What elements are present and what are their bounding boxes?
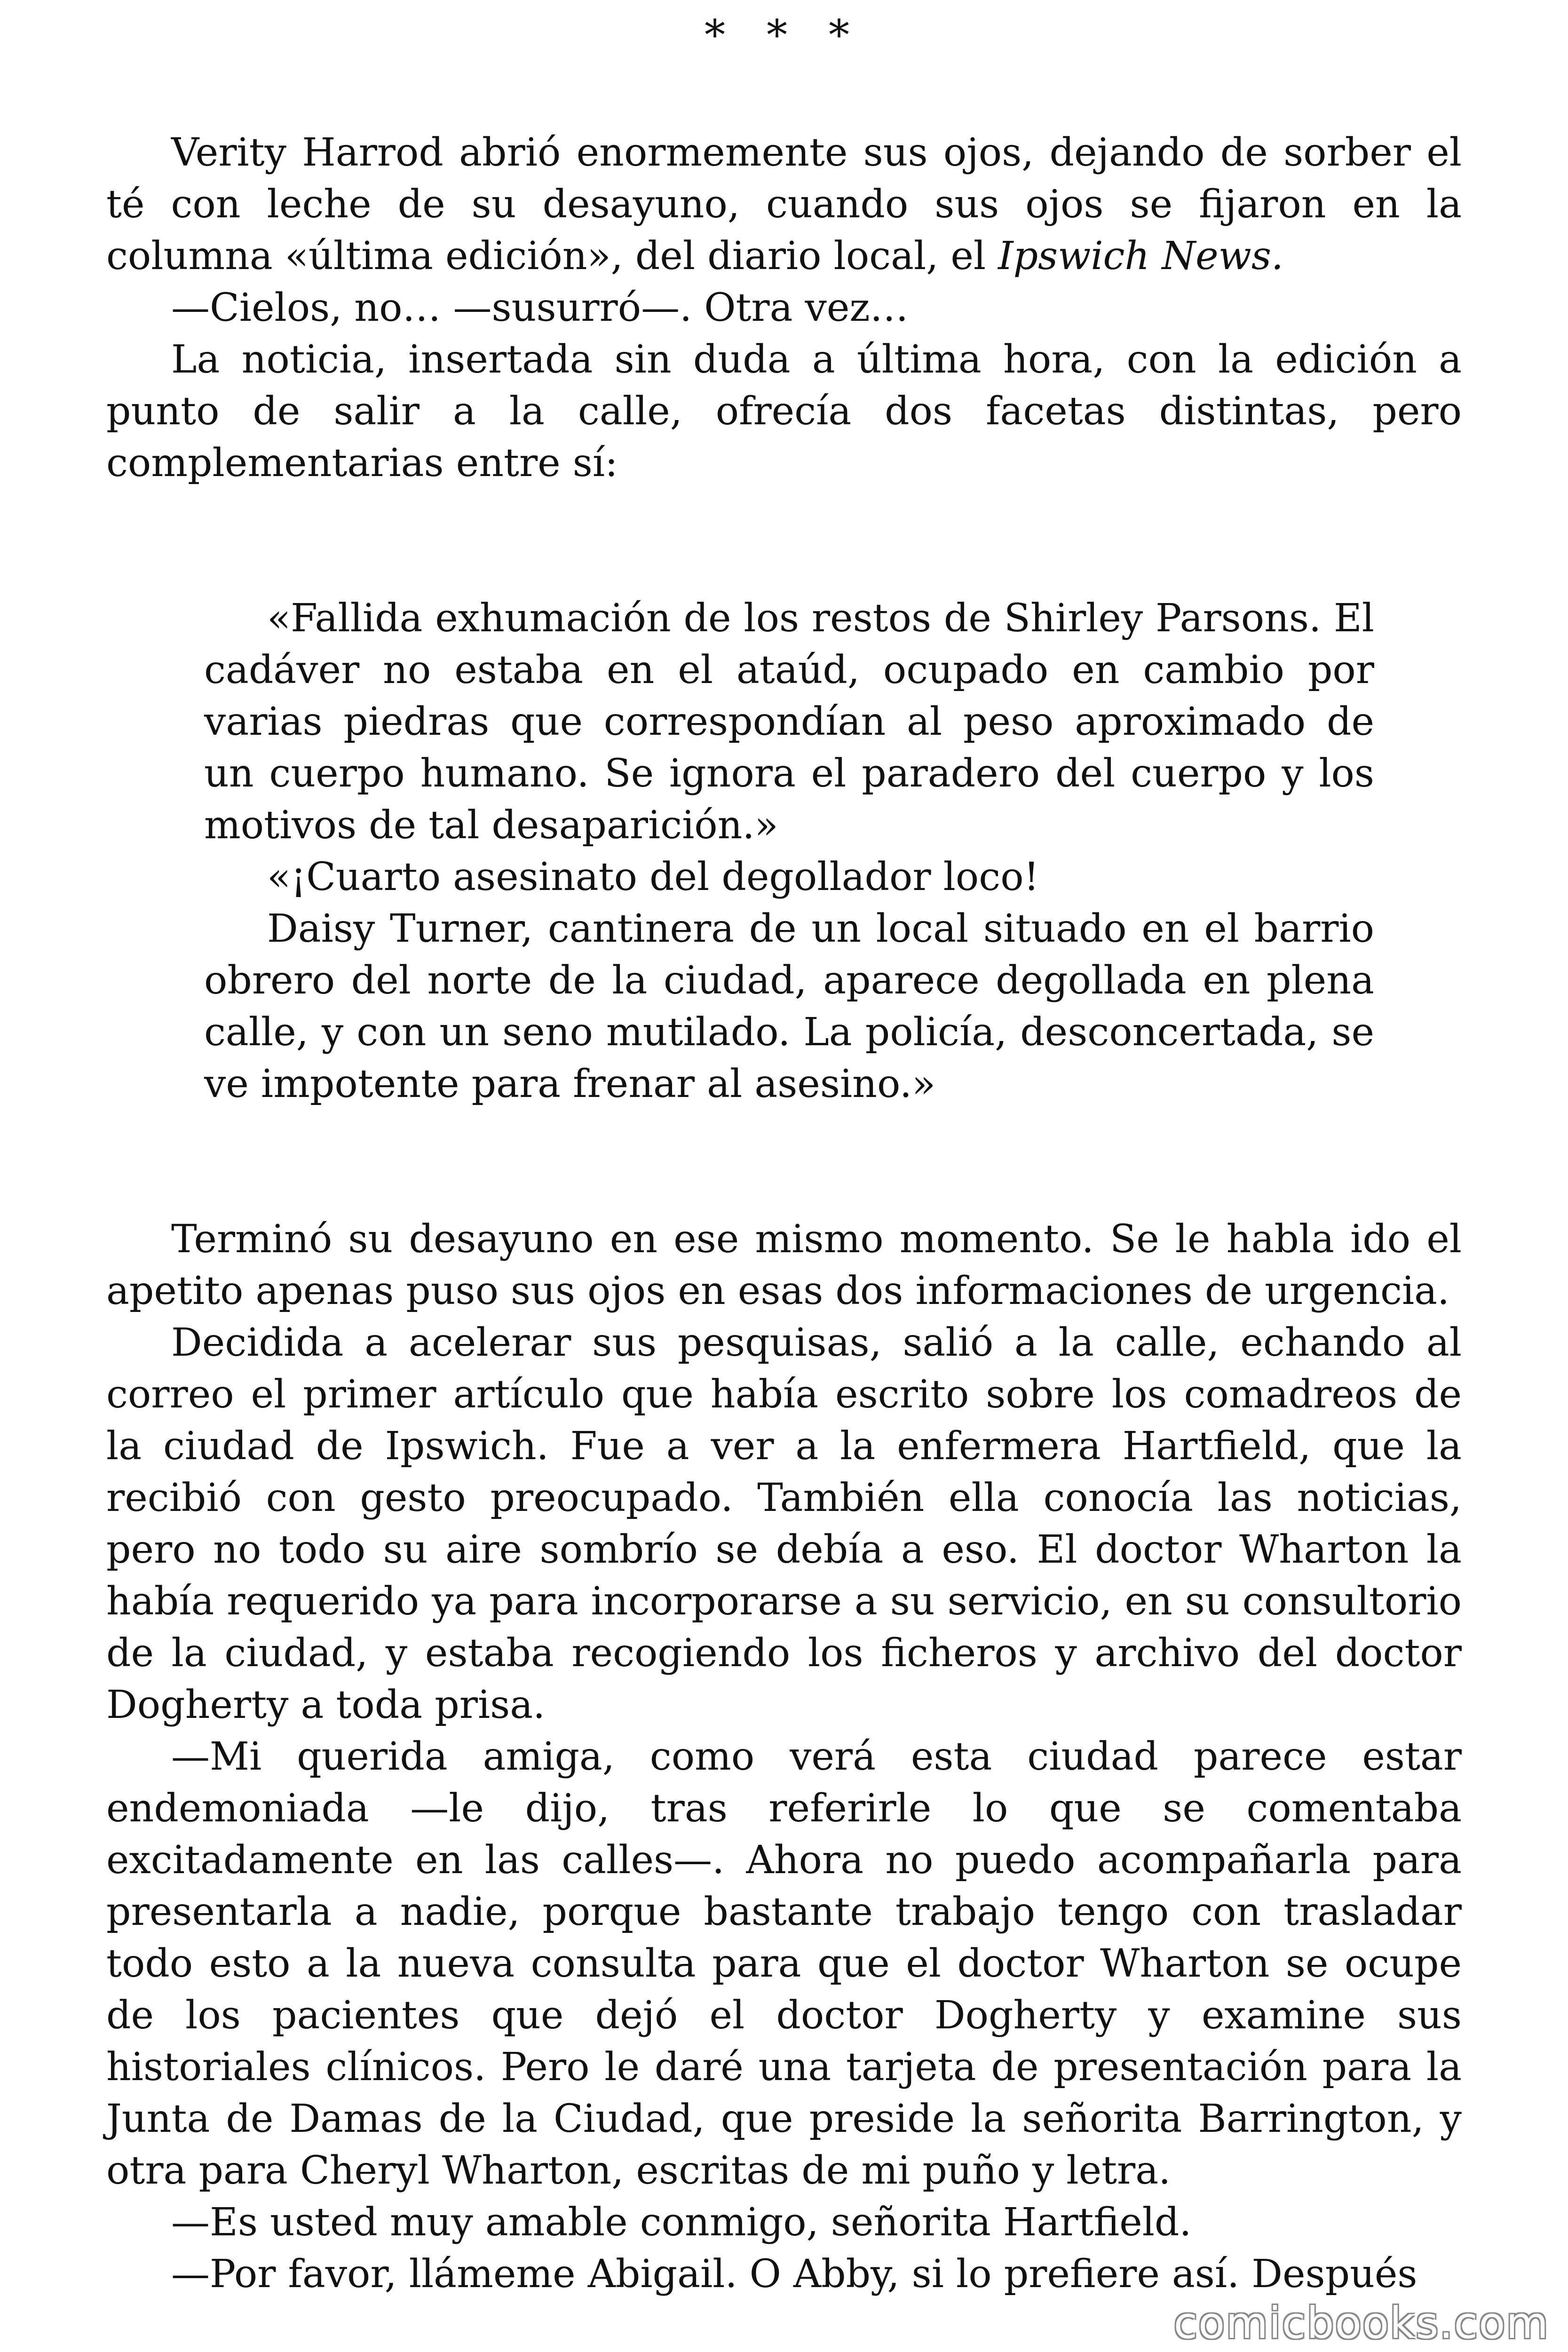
- continuation: [106, 1214, 1462, 2300]
- paragraph: Decidida a acelerar sus pesquisas, salió a la calle, echando al correo el primer artículo que había escrito sobre los comadreos de la ciudad de Ipswich. Fue a ver a la enfermera Hartfield, que la recibió con gesto preocupado. También ella conocía las noticias, pero no todo su aire sombrío se debía a eso. El doctor Wharton la había requerido ya para incorporarse a su servicio, en su consultorio de la ciudad, y estaba recogiendo los ficheros y archivo del doctor Dogherty a toda prisa.: [106, 1320, 1462, 1727]
- body-text: [106, 127, 1462, 2300]
- newspaper-title: Ipswich News.: [998, 234, 1283, 278]
- paragraph: [106, 127, 1462, 282]
- paragraph: La noticia, insertada sin duda a última hora, con la edición a punto de salir a la calle, ofrecía dos facetas distintas, pero complementarias entre sí:: [106, 337, 1462, 485]
- quote-paragraph: Daisy Turner, cantinera de un local situado en el barrio obrero del norte de la ciudad, aparece degollada en plena calle, y con un seno mutilado. La policía, desconcertada, se ve impotente para frenar al asesino.»: [204, 906, 1374, 1106]
- quote-paragraph: «¡Cuarto asesinato del degollador loco!: [267, 855, 1039, 899]
- paragraph: —Es usted muy amable conmigo, señorita Hartfield.: [171, 2200, 1192, 2245]
- quote-paragraph: «Fallida exhumación de los restos de Shirley Parsons. El cadáver no estaba en el ataúd, ocupado en cambio por varias piedras que correspondían al peso aproximado de un cuerpo humano. Se ignora el paradero del cuerpo y los motivos de tal desaparición.»: [204, 596, 1374, 848]
- paragraph: —Por favor, llámeme Abigail. O Abby, si lo prefiere así. Después: [171, 2252, 1418, 2296]
- paragraph: —Mi querida amiga, como verá esta ciudad parece estar endemoniada —le dijo, tras referirle lo que se comentaba excitadamente en las calles—. Ahora no puedo acompañarla para presentarla a nadie, porque bastante trabajo tengo con trasladar todo esto a la nueva consulta para que el doctor Wharton se ocupe de los pacientes que dejó el doctor Dogherty y examine sus historiales clínicos. Pero le daré una tarjeta de presentación para la Junta de Damas de la Ciudad, que preside la señorita Barrington, y otra para Cheryl Wharton, escritas de mi puño y letra.: [106, 1734, 1462, 2193]
- news-quote: [204, 593, 1374, 1110]
- paragraph: Terminó su desayuno en ese mismo momento. Se le habla ido el apetito apenas puso sus ojos en esas dos informaciones de urgencia.: [106, 1217, 1462, 1313]
- watermark: comicbooks.com: [1173, 2298, 1549, 2348]
- section-separator: * * *: [705, 11, 863, 59]
- paragraph: —Cielos, no… —susurró—. Otra vez…: [171, 286, 909, 330]
- book-page: [106, 0, 1462, 2352]
- paragraph-text: Verity Harrod abrió enormemente sus ojos, dejando de sorber el té con leche de su desayuno, cuando sus ojos se fijaron en la columna «última edición», del diario local, el: [106, 130, 1462, 278]
